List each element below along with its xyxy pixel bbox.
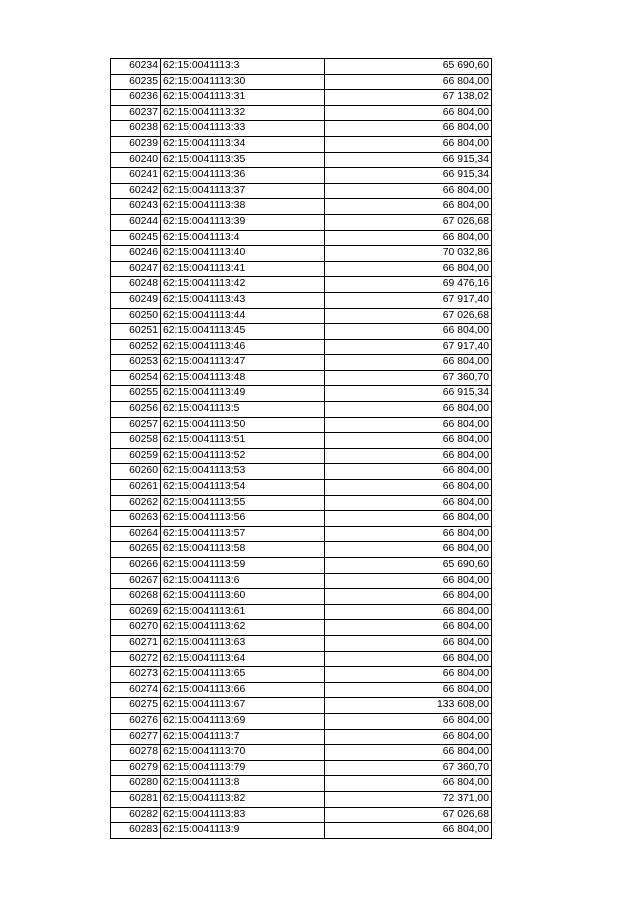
cadastral-number-cell: 62:15:0041113:63 — [161, 635, 325, 651]
value-cell: 67 917,40 — [325, 292, 492, 308]
table-row — [111, 589, 492, 605]
value-cell: 66 804,00 — [325, 620, 492, 636]
row-number-cell: 60281 — [111, 791, 161, 807]
cadastral-number-cell: 62:15:0041113:61 — [161, 604, 325, 620]
table-row — [111, 246, 492, 262]
row-number-cell: 60262 — [111, 495, 161, 511]
cadastral-number-cell: 62:15:0041113:66 — [161, 682, 325, 698]
table-row — [111, 230, 492, 246]
value-cell: 66 915,34 — [325, 152, 492, 168]
cadastral-number-cell: 62:15:0041113:50 — [161, 417, 325, 433]
value-cell: 66 804,00 — [325, 682, 492, 698]
cadastral-number-cell: 62:15:0041113:58 — [161, 542, 325, 558]
table-row — [111, 760, 492, 776]
table-row — [111, 526, 492, 542]
row-number-cell: 60247 — [111, 261, 161, 277]
value-cell: 66 804,00 — [325, 651, 492, 667]
cadastral-number-cell: 62:15:0041113:64 — [161, 651, 325, 667]
cadastral-number-cell: 62:15:0041113:33 — [161, 121, 325, 137]
table-row — [111, 402, 492, 418]
value-cell: 66 804,00 — [325, 464, 492, 480]
table-row — [111, 136, 492, 152]
table-row — [111, 417, 492, 433]
row-number-cell: 60255 — [111, 386, 161, 402]
cadastral-number-cell: 62:15:0041113:53 — [161, 464, 325, 480]
row-number-cell: 60234 — [111, 59, 161, 75]
row-number-cell: 60260 — [111, 464, 161, 480]
table-row — [111, 558, 492, 574]
cadastral-number-cell: 62:15:0041113:7 — [161, 729, 325, 745]
value-cell: 69 476,16 — [325, 277, 492, 293]
row-number-cell: 60244 — [111, 214, 161, 230]
table-row — [111, 667, 492, 683]
row-number-cell: 60245 — [111, 230, 161, 246]
value-cell: 65 690,60 — [325, 558, 492, 574]
cadastral-number-cell: 62:15:0041113:36 — [161, 168, 325, 184]
cadastral-number-cell: 62:15:0041113:39 — [161, 214, 325, 230]
value-cell: 72 371,00 — [325, 791, 492, 807]
value-cell: 66 804,00 — [325, 136, 492, 152]
value-cell: 66 915,34 — [325, 386, 492, 402]
cadastral-number-cell: 62:15:0041113:41 — [161, 261, 325, 277]
value-cell: 67 917,40 — [325, 339, 492, 355]
value-cell: 67 026,68 — [325, 308, 492, 324]
cadastral-number-cell: 62:15:0041113:43 — [161, 292, 325, 308]
cadastral-number-cell: 62:15:0041113:42 — [161, 277, 325, 293]
table-row — [111, 698, 492, 714]
table-row — [111, 713, 492, 729]
value-cell: 66 804,00 — [325, 230, 492, 246]
row-number-cell: 60271 — [111, 635, 161, 651]
table-row — [111, 511, 492, 527]
cadastral-number-cell: 62:15:0041113:55 — [161, 495, 325, 511]
value-cell: 67 026,68 — [325, 807, 492, 823]
cadastral-number-cell: 62:15:0041113:65 — [161, 667, 325, 683]
table-row — [111, 90, 492, 106]
row-number-cell: 60242 — [111, 183, 161, 199]
table-row — [111, 105, 492, 121]
table-body — [111, 59, 492, 839]
table-row — [111, 448, 492, 464]
cadastral-number-cell: 62:15:0041113:37 — [161, 183, 325, 199]
table-row — [111, 776, 492, 792]
value-cell: 66 804,00 — [325, 183, 492, 199]
cadastral-number-cell: 62:15:0041113:49 — [161, 386, 325, 402]
table-row — [111, 604, 492, 620]
row-number-cell: 60266 — [111, 558, 161, 574]
table-row — [111, 121, 492, 137]
row-number-cell: 60265 — [111, 542, 161, 558]
table-row — [111, 807, 492, 823]
cadastral-number-cell: 62:15:0041113:46 — [161, 339, 325, 355]
table-row — [111, 214, 492, 230]
table-row — [111, 355, 492, 371]
value-cell: 66 804,00 — [325, 480, 492, 496]
table-row — [111, 480, 492, 496]
cadastral-number-cell: 62:15:0041113:54 — [161, 480, 325, 496]
cadastral-number-cell: 62:15:0041113:57 — [161, 526, 325, 542]
value-cell: 67 026,68 — [325, 214, 492, 230]
row-number-cell: 60258 — [111, 433, 161, 449]
cadastral-number-cell: 62:15:0041113:52 — [161, 448, 325, 464]
table-row — [111, 651, 492, 667]
row-number-cell: 60278 — [111, 745, 161, 761]
row-number-cell: 60257 — [111, 417, 161, 433]
value-cell: 66 804,00 — [325, 776, 492, 792]
cadastral-number-cell: 62:15:0041113:38 — [161, 199, 325, 215]
row-number-cell: 60279 — [111, 760, 161, 776]
row-number-cell: 60273 — [111, 667, 161, 683]
cadastral-number-cell: 62:15:0041113:59 — [161, 558, 325, 574]
cadastral-number-cell: 62:15:0041113:35 — [161, 152, 325, 168]
cadastral-number-cell: 62:15:0041113:83 — [161, 807, 325, 823]
cadastral-number-cell: 62:15:0041113:47 — [161, 355, 325, 371]
value-cell: 66 804,00 — [325, 667, 492, 683]
cadastral-number-cell: 62:15:0041113:56 — [161, 511, 325, 527]
table-row — [111, 823, 492, 839]
value-cell: 67 360,70 — [325, 760, 492, 776]
table-row — [111, 464, 492, 480]
cadastral-number-cell: 62:15:0041113:32 — [161, 105, 325, 121]
row-number-cell: 60253 — [111, 355, 161, 371]
table-row — [111, 277, 492, 293]
row-number-cell: 60236 — [111, 90, 161, 106]
value-cell: 66 804,00 — [325, 542, 492, 558]
row-number-cell: 60267 — [111, 573, 161, 589]
value-cell: 65 690,60 — [325, 59, 492, 75]
row-number-cell: 60246 — [111, 246, 161, 262]
value-cell: 66 804,00 — [325, 511, 492, 527]
cadastral-number-cell: 62:15:0041113:40 — [161, 246, 325, 262]
row-number-cell: 60259 — [111, 448, 161, 464]
row-number-cell: 60237 — [111, 105, 161, 121]
cadastral-number-cell: 62:15:0041113:70 — [161, 745, 325, 761]
table-row — [111, 745, 492, 761]
row-number-cell: 60274 — [111, 682, 161, 698]
row-number-cell: 60269 — [111, 604, 161, 620]
row-number-cell: 60250 — [111, 308, 161, 324]
table-row — [111, 635, 492, 651]
value-cell: 66 804,00 — [325, 745, 492, 761]
row-number-cell: 60239 — [111, 136, 161, 152]
table-row — [111, 370, 492, 386]
value-cell: 66 804,00 — [325, 573, 492, 589]
value-cell: 66 804,00 — [325, 433, 492, 449]
row-number-cell: 60254 — [111, 370, 161, 386]
row-number-cell: 60256 — [111, 402, 161, 418]
table-row — [111, 292, 492, 308]
value-cell: 66 804,00 — [325, 713, 492, 729]
cadastral-number-cell: 62:15:0041113:9 — [161, 823, 325, 839]
value-cell: 66 804,00 — [325, 448, 492, 464]
value-cell: 66 804,00 — [325, 199, 492, 215]
row-number-cell: 60270 — [111, 620, 161, 636]
row-number-cell: 60277 — [111, 729, 161, 745]
table-row — [111, 74, 492, 90]
table-row — [111, 59, 492, 75]
table-row — [111, 682, 492, 698]
table-row — [111, 152, 492, 168]
row-number-cell: 60280 — [111, 776, 161, 792]
cadastral-value-table — [110, 58, 492, 839]
cadastral-number-cell: 62:15:0041113:3 — [161, 59, 325, 75]
row-number-cell: 60283 — [111, 823, 161, 839]
cadastral-number-cell: 62:15:0041113:51 — [161, 433, 325, 449]
cadastral-number-cell: 62:15:0041113:5 — [161, 402, 325, 418]
cadastral-number-cell: 62:15:0041113:67 — [161, 698, 325, 714]
table-row — [111, 324, 492, 340]
value-cell: 67 360,70 — [325, 370, 492, 386]
cadastral-number-cell: 62:15:0041113:69 — [161, 713, 325, 729]
row-number-cell: 60248 — [111, 277, 161, 293]
table-row — [111, 433, 492, 449]
table-row — [111, 308, 492, 324]
cadastral-number-cell: 62:15:0041113:79 — [161, 760, 325, 776]
table-row — [111, 183, 492, 199]
value-cell: 66 804,00 — [325, 324, 492, 340]
value-cell: 66 804,00 — [325, 526, 492, 542]
value-cell: 66 804,00 — [325, 261, 492, 277]
cadastral-number-cell: 62:15:0041113:82 — [161, 791, 325, 807]
row-number-cell: 60268 — [111, 589, 161, 605]
value-cell: 66 804,00 — [325, 495, 492, 511]
value-cell: 66 804,00 — [325, 355, 492, 371]
cadastral-number-cell: 62:15:0041113:60 — [161, 589, 325, 605]
cadastral-number-cell: 62:15:0041113:62 — [161, 620, 325, 636]
row-number-cell: 60238 — [111, 121, 161, 137]
row-number-cell: 60235 — [111, 74, 161, 90]
cadastral-number-cell: 62:15:0041113:48 — [161, 370, 325, 386]
cadastral-number-cell: 62:15:0041113:34 — [161, 136, 325, 152]
table-row — [111, 542, 492, 558]
row-number-cell: 60249 — [111, 292, 161, 308]
row-number-cell: 60264 — [111, 526, 161, 542]
value-cell: 66 804,00 — [325, 635, 492, 651]
table-row — [111, 261, 492, 277]
table-row — [111, 168, 492, 184]
table-row — [111, 199, 492, 215]
table-row — [111, 495, 492, 511]
cadastral-number-cell: 62:15:0041113:30 — [161, 74, 325, 90]
table-row — [111, 339, 492, 355]
value-cell: 133 608,00 — [325, 698, 492, 714]
row-number-cell: 60252 — [111, 339, 161, 355]
row-number-cell: 60275 — [111, 698, 161, 714]
row-number-cell: 60241 — [111, 168, 161, 184]
cadastral-number-cell: 62:15:0041113:4 — [161, 230, 325, 246]
row-number-cell: 60282 — [111, 807, 161, 823]
value-cell: 66 804,00 — [325, 105, 492, 121]
value-cell: 66 804,00 — [325, 121, 492, 137]
row-number-cell: 60263 — [111, 511, 161, 527]
value-cell: 66 804,00 — [325, 589, 492, 605]
table-row — [111, 573, 492, 589]
value-cell: 70 032,86 — [325, 246, 492, 262]
value-cell: 66 804,00 — [325, 402, 492, 418]
cadastral-number-cell: 62:15:0041113:45 — [161, 324, 325, 340]
row-number-cell: 60261 — [111, 480, 161, 496]
value-cell: 66 804,00 — [325, 604, 492, 620]
value-cell: 66 915,34 — [325, 168, 492, 184]
row-number-cell: 60272 — [111, 651, 161, 667]
table-row — [111, 791, 492, 807]
cadastral-number-cell: 62:15:0041113:8 — [161, 776, 325, 792]
table-row — [111, 620, 492, 636]
table-row — [111, 729, 492, 745]
value-cell: 66 804,00 — [325, 74, 492, 90]
value-cell: 66 804,00 — [325, 823, 492, 839]
cadastral-number-cell: 62:15:0041113:6 — [161, 573, 325, 589]
row-number-cell: 60240 — [111, 152, 161, 168]
row-number-cell: 60276 — [111, 713, 161, 729]
cadastral-number-cell: 62:15:0041113:31 — [161, 90, 325, 106]
cadastral-number-cell: 62:15:0041113:44 — [161, 308, 325, 324]
value-cell: 66 804,00 — [325, 417, 492, 433]
table-row — [111, 386, 492, 402]
row-number-cell: 60251 — [111, 324, 161, 340]
value-cell: 66 804,00 — [325, 729, 492, 745]
row-number-cell: 60243 — [111, 199, 161, 215]
value-cell: 67 138,02 — [325, 90, 492, 106]
